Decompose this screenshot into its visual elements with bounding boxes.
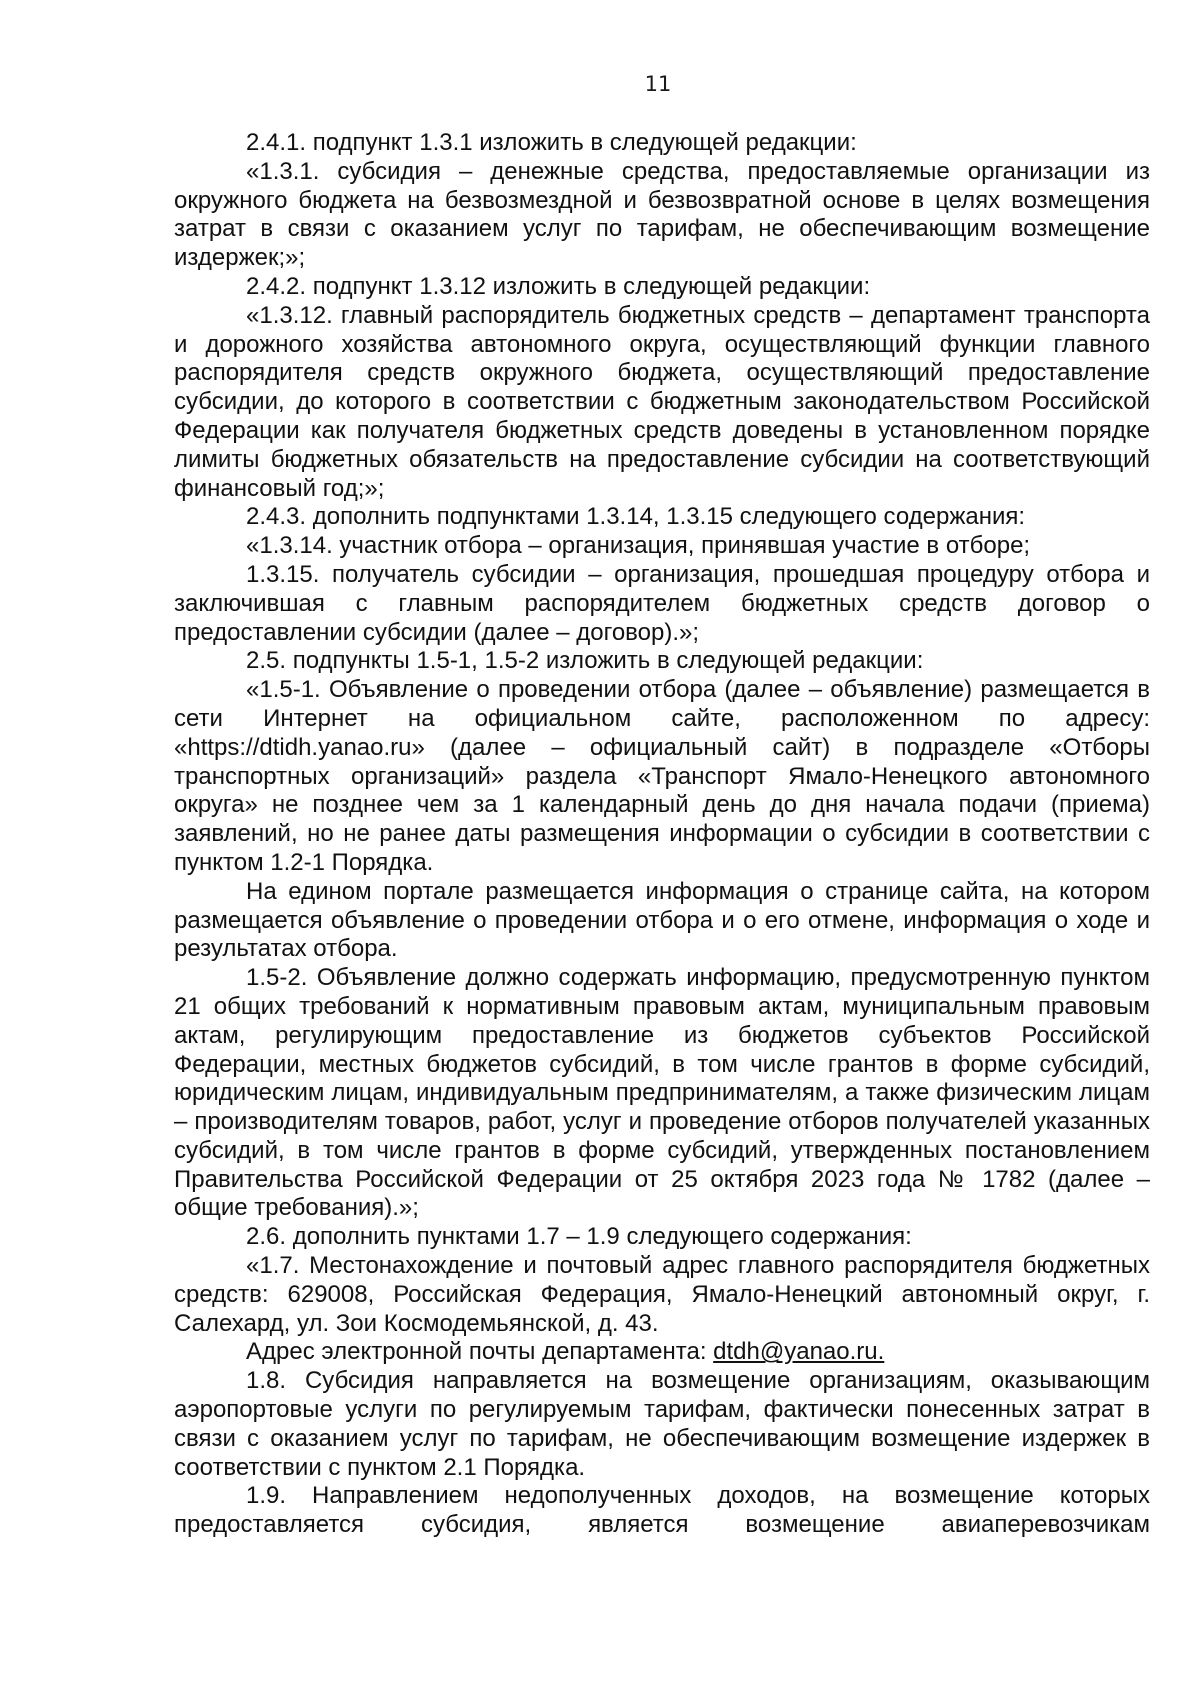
paragraph-1-3-14: «1.3.14. участник отбора – организация, принявшая участие в отборе; bbox=[246, 532, 1031, 560]
paragraph-1-3-12: «1.3.12. главный распорядитель бюджетных средств – департамент транспорта и дорожного хозяйства автономного округа, осуществляющий функции главного распорядителя средств окружного бюджета, осуществляющий предоставление субсидии, до которого в соответствии с бюджетным законодательством Российской Федерации как получателя бюджетных средств доведены в установленном порядке лимиты бюджетных обязательств на предоставление субсидии на соответствующий финансовый год;»; bbox=[174, 301, 1150, 502]
paragraph-1-7: «1.7. Местонахождение и почтовый адрес главного распорядителя бюджетных средств: 629008, Российская Федерация, Ямало-Ненецкий автономный округ, г. Салехард, ул. Зои Космодемьянской, д. 43. bbox=[174, 1252, 1150, 1337]
email-label: Адрес электронной почты департамента: bbox=[246, 1338, 714, 1366]
paragraph-2-6: 2.6. дополнить пунктами 1.7 – 1.9 следующего содержания: bbox=[246, 1223, 912, 1251]
paragraph-1-3-1: «1.3.1. субсидия – денежные средства, предоставляемые организации из окружного бюджета на безвозмездной и безвозвратной основе в целях возмещения затрат в связи с оказанием услуг по тарифам, не обеспечивающим возмещение издержек;»; bbox=[174, 157, 1150, 272]
paragraph-1-5-1: «1.5-1. Объявление о проведении отбора (далее – объявление) размещается в сети Интернет на официальном сайте, расположенном по адресу: «https://dtidh.yanao.ru» (далее – официальный сайт) в подразделе «Отборы транспортных организаций» раздела «Транспорт Ямало-Ненецкого автономного округа» не позднее чем за 1 календарный день до дня начала подачи (приема) заявлений, но не ранее даты размещения информации о субсидии в соответствии с пунктом 1.2-1 Порядка. bbox=[174, 676, 1150, 876]
paragraph-1-9: 1.9. Направлением недополученных доходов, на возмещение которых предоставляется субсидия, является возмещение авиаперевозчикам bbox=[174, 1482, 1150, 1539]
paragraph-email bbox=[174, 1338, 1150, 1367]
paragraph-1-8: 1.8. Субсидия направляется на возмещение организациям, оказывающим аэропортовые услуги по регулируемым тарифам, фактически понесенных затрат в связи с оказанием услуг по тарифам, не обеспечивающим возмещение издержек в соответствии с пунктом 2.1 Порядка. bbox=[174, 1367, 1150, 1481]
paragraph-2-4-2: 2.4.2. подпункт 1.3.12 изложить в следующей редакции: bbox=[246, 272, 871, 300]
paragraph-2-4-3: 2.4.3. дополнить подпунктами 1.3.14, 1.3.15 следующего содержания: bbox=[246, 503, 1026, 531]
paragraph-1-5-2: 1.5-2. Объявление должно содержать информацию, предусмотренную пунктом 21 общих требований к нормативным правовым актам, муниципальным правовым актам, регулирующим предоставление из бюджетов субъектов Российской Федерации, местных бюджетов субсидий, в том числе грантов в форме субсидий, юридическим лицам, индивидуальным предпринимателям, а также физическим лицам – производителям товаров, работ, услуг и проведение отборов получателей указанных субсидий, в том числе грантов в форме субсидий, утвержденных постановлением Правительства Российской Федерации от 25 октября 2023 года № 1782 (далее – общие требования).»; bbox=[174, 964, 1150, 1222]
page-number: 11 bbox=[644, 72, 672, 96]
email-link[interactable]: dtdh@yanao.ru. bbox=[713, 1338, 885, 1366]
paragraph-2-5: 2.5. подпункты 1.5-1, 1.5-2 изложить в следующей редакции: bbox=[246, 647, 924, 675]
document-body bbox=[174, 129, 1150, 1540]
paragraph-1-3-15: 1.3.15. получатель субсидии – организация, прошедшая процедуру отбора и заключившая с главным распорядителем бюджетных средств договор о предоставлении субсидии (далее – договор).»; bbox=[174, 560, 1150, 646]
paragraph-unified-portal: На едином портале размещается информация о странице сайта, на котором размещается объявление о проведении отбора и о его отмене, информация о ходе и результатах отбора. bbox=[174, 877, 1150, 963]
paragraph-2-4-1: 2.4.1. подпункт 1.3.1 изложить в следующей редакции: bbox=[246, 129, 857, 156]
